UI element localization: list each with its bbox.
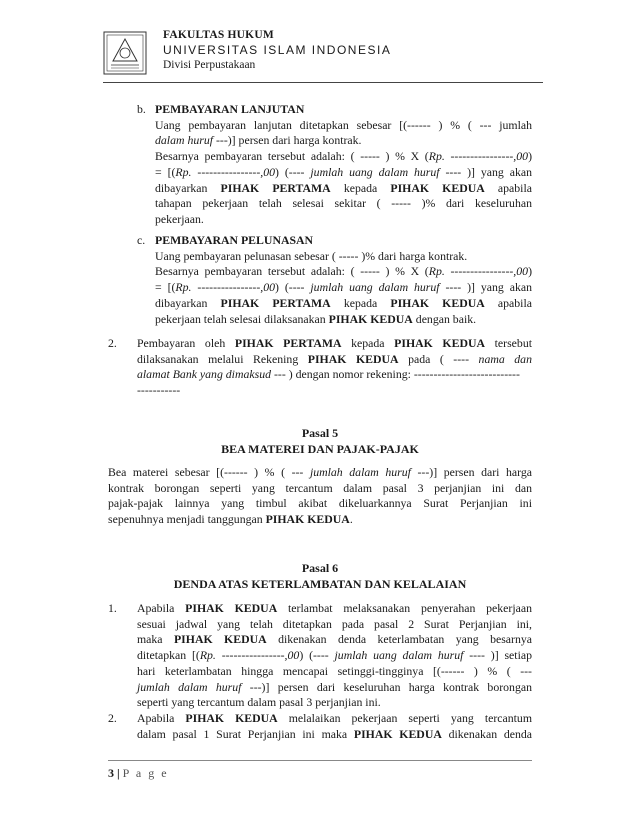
pasal-5-heading: [108, 425, 532, 457]
section-b-line: pekerjaan.: [155, 211, 204, 226]
footer-separator: |: [114, 766, 123, 780]
pasal-6-item-1-marker: 1.: [108, 601, 117, 615]
pasal-6-item-2: [137, 711, 532, 742]
pasal-5-title: BEA MATEREI DAN PAJAK-PAJAK: [221, 442, 419, 456]
item-2-line: alamat Bank yang dimaksud --- ) dengan nomor rekening: ---------------------------: [137, 367, 520, 382]
pasal-6-number: Pasal 6: [301, 561, 339, 575]
section-b-line: dalam huruf ---)] persen dari harga kontrak.: [155, 133, 362, 148]
faculty-name: FAKULTAS HUKUM: [163, 29, 274, 41]
section-c-line: pekerjaan telah selesai dilaksanakan PIHAK KEDUA dengan baik.: [155, 311, 477, 326]
section-b-line: = [(Rp. ----------------,00) (---- jumlah uang dalam huruf ---- )] yang akan: [155, 164, 532, 179]
university-name: UNIVERSITAS ISLAM INDONESIA: [163, 43, 392, 57]
pasal-5-line: kontrak borongan seperti yang tercantum dalam pasal 3 perjanjian ini dan: [108, 480, 532, 495]
section-b: [155, 102, 532, 228]
pasal-6-line: sesuai jadwal yang telah ditetapkan pada pasal 2 Surat Perjanjian ini,: [137, 616, 532, 631]
item-2-line: dilaksanakan melalui Rekening PIHAK KEDUA pada ( ---- nama dan: [137, 351, 532, 366]
pasal-6-item-1: [137, 601, 532, 711]
letterhead: [103, 28, 543, 78]
item-2-marker: 2.: [108, 336, 117, 350]
header-divider: [103, 82, 543, 83]
section-c-line: dibayarkan PIHAK PERTAMA kepada PIHAK KEDUA apabila: [155, 295, 532, 310]
item-2-line: -----------: [137, 383, 181, 398]
pasal-6-heading: [108, 560, 532, 592]
pasal-6-line: jumlah dalam huruf ---)] persen dari keseluruhan harga kontrak borongan: [137, 679, 532, 694]
page-footer: [108, 766, 169, 781]
page-number: 3: [108, 766, 114, 780]
section-c-line: = [(Rp. ----------------,00) (---- jumlah uang dalam huruf ---- )] yang akan: [155, 280, 532, 295]
item-2: [137, 336, 532, 399]
section-b-title: PEMBAYARAN LANJUTAN: [155, 102, 305, 116]
pasal-6-line: maka PIHAK KEDUA dikenakan denda keterlambatan yang besarnya: [137, 632, 533, 647]
section-c-line: Uang pembayaran pelunasan sebesar ( ----- )% dari harga kontrak.: [155, 248, 468, 263]
pasal-5-line: pajak-pajak lainnya yang timbul akibat dikeluarkannya Surat Perjanjian ini: [108, 496, 532, 511]
pasal-5-body: [108, 465, 532, 528]
division-name: Divisi Perpustakaan: [163, 59, 256, 71]
pasal-6-line: dalam pasal 1 Surat Perjanjian ini maka PIHAK KEDUA dikenakan denda: [137, 726, 532, 741]
pasal-6-line: hari keterlambatan hingga mencapai setinggi-tingginya [(------ ) % ( ---: [137, 663, 532, 678]
university-logo: [103, 31, 147, 75]
pasal-6-line: seperti yang tercantum dalam pasal 3 perjanjian ini.: [137, 695, 381, 710]
section-b-marker: b.: [137, 102, 146, 116]
item-2-line: Pembayaran oleh PIHAK PERTAMA kepada PIHAK KEDUA tersebut: [137, 336, 532, 350]
section-b-line: dibayarkan PIHAK PERTAMA kepada PIHAK KEDUA apabila: [155, 180, 532, 195]
page-label: P a g e: [122, 766, 169, 780]
pasal-6-title: DENDA ATAS KETERLAMBATAN DAN KELALAIAN: [173, 577, 467, 591]
pasal-6-line: Apabila PIHAK KEDUA terlambat melaksanakan penyerahan pekerjaan: [137, 601, 532, 615]
pasal-5-number: Pasal 5: [301, 426, 339, 440]
section-c-title: PEMBAYARAN PELUNASAN: [155, 233, 314, 247]
pasal-6-line: ditetapkan [(Rp. ----------------,00) (---- jumlah uang dalam huruf ---- )] setiap: [137, 648, 532, 663]
section-c-marker: c.: [137, 233, 146, 247]
footer-divider: [108, 760, 532, 761]
pasal-5-line: sepenuhnya menjadi tanggungan PIHAK KEDUA.: [108, 512, 353, 527]
section-c-line: Besarnya pembayaran tersebut adalah: ( ----- ) % X (Rp. ----------------,00): [155, 264, 532, 279]
pasal-6-item-2-marker: 2.: [108, 711, 117, 725]
section-b-line: Besarnya pembayaran tersebut adalah: ( ----- ) % X (Rp. ----------------,00): [155, 149, 532, 164]
section-c: [155, 233, 532, 327]
section-b-line: tahapan pekerjaan telah selesai sekitar ( ----- )% dari keseluruhan: [155, 196, 532, 211]
pasal-5-line: Bea materei sebesar [(------ ) % ( --- jumlah dalam huruf ---)] persen dari harga: [108, 465, 532, 479]
section-b-line: Uang pembayaran lanjutan ditetapkan sebesar [(------ ) % ( --- jumlah: [155, 117, 532, 132]
pasal-6-line: Apabila PIHAK KEDUA melalaikan pekerjaan seperti yang tercantum: [137, 711, 532, 725]
